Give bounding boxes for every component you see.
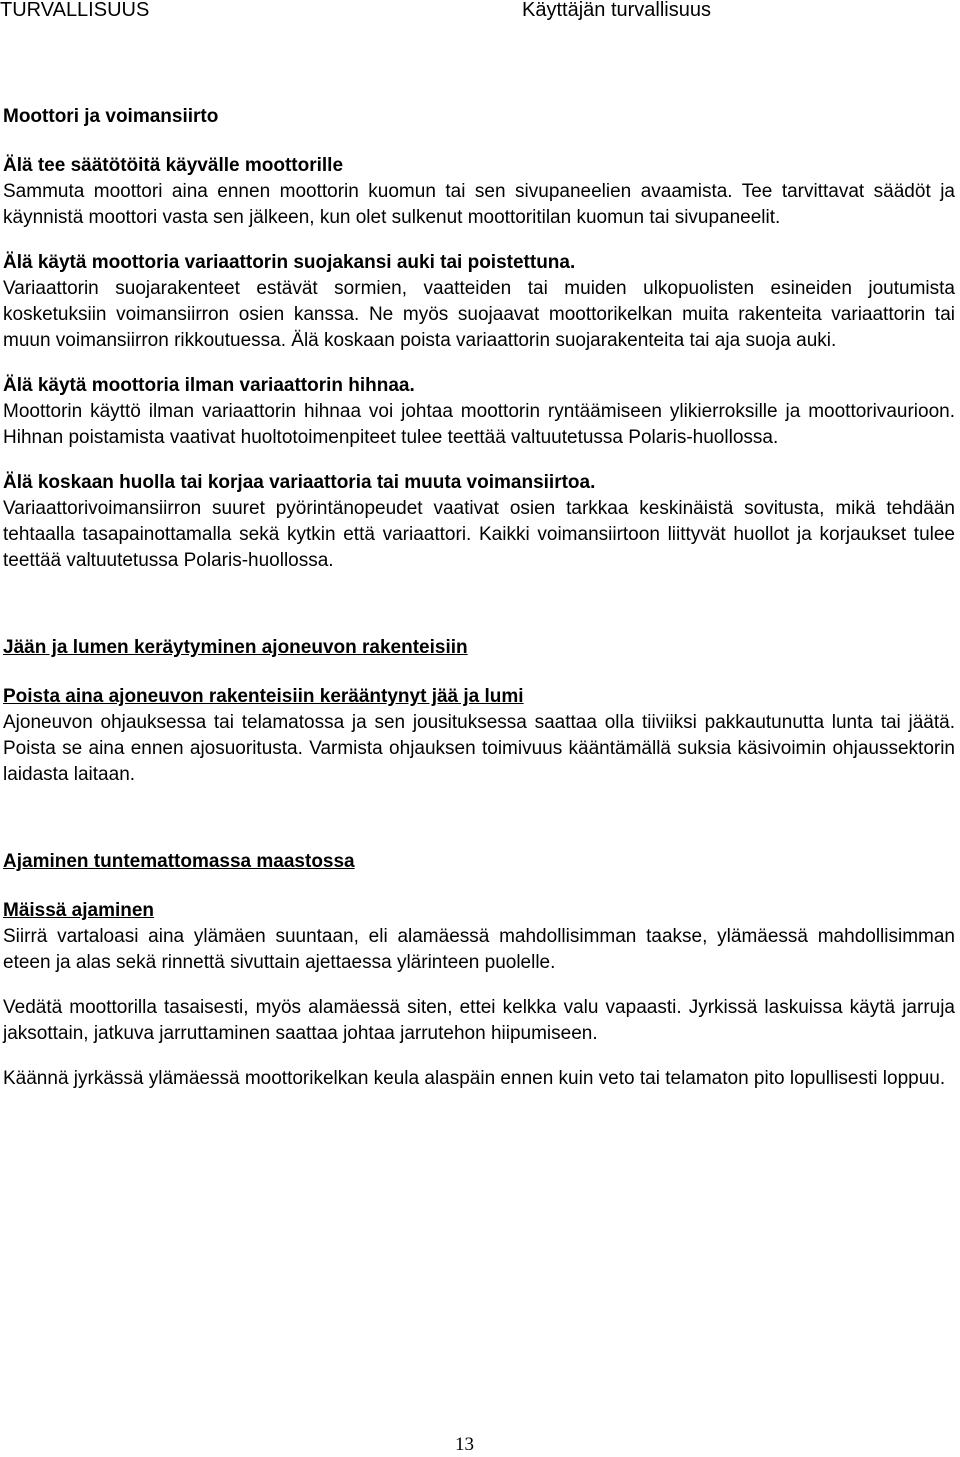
section-title: Ajaminen tuntemattomassa maastossa	[3, 851, 355, 872]
paragraph: Käännä jyrkässä ylämäessä moottorikelkan keula alaspäin ennen kuin veto tai telamaton pito lopullisesti loppuu.	[3, 1068, 946, 1089]
section-ice-snow	[3, 635, 955, 788]
document-body	[3, 104, 955, 1111]
section-title: Jään ja lumen keräytyminen ajoneuvon rakenteisiin	[3, 637, 468, 658]
safety-item	[3, 250, 955, 354]
safety-item	[3, 684, 955, 788]
item-body: Siirrä vartaloasi aina ylämäen suuntaan, eli alamäessä mahdollisimman taakse, ylämäessä mahdollisimman eteen ja alas sekä rinnettä sivuttain ajettaessa ylärinteen puolelle.	[3, 926, 955, 973]
item-body: Sammuta moottori aina ennen moottorin kuomun tai sen sivupaneelien avaamista. Tee tarvittavat säädöt ja käynnistä moottori vasta sen jälkeen, kun olet sulkenut moottoritilan kuomun tai sivupaneelit.	[3, 181, 955, 228]
item-heading: Mäissä ajaminen	[3, 900, 155, 921]
item-body: Variaattorivoimansiirron suuret pyörintänopeudet vaativat osien tarkkaa keskinäistä sovitusta, mikä tehdään tehtaalla tasapainottamalla sekä kytkin että variaattori. Kaikki voimansiirtoon liittyvät huollot ja korjaukset tulee teettää valtuutetussa Polaris-huollossa.	[3, 498, 955, 571]
item-heading: Älä käytä moottoria ilman variaattorin hihnaa.	[3, 375, 415, 396]
item-heading: Poista aina ajoneuvon rakenteisiin kerääntynyt jää ja lumi	[3, 686, 524, 707]
item-heading: Älä koskaan huolla tai korjaa variaattoria tai muuta voimansiirtoa.	[3, 472, 596, 493]
safety-item	[3, 898, 955, 976]
section-spacer	[3, 593, 955, 635]
item-body: Variaattorin suojarakenteet estävät sormien, vaatteiden tai muiden ulkopuolisten esineiden joutumista kosketuksiin voimansiirron osien kanssa. Ne myös suojaavat moottorikelkan muita rakenteita variaattorin tai muun voimansiirron rikkoutuessa. Älä koskaan poista variaattorin suojarakenteita tai aja suoja auki.	[3, 278, 955, 351]
section-title: Moottori ja voimansiirto	[3, 106, 219, 127]
safety-item	[3, 153, 955, 231]
section-unknown-terrain	[3, 849, 955, 1092]
section-engine-drivetrain	[3, 104, 955, 574]
header-section-label: TURVALLISUUS	[0, 0, 150, 21]
item-body: Moottorin käyttö ilman variaattorin hihnaa voi johtaa moottorin ryntäämiseen ylikierroksille ja moottorivaurioon. Hihnan poistamista vaativat huoltotoimenpiteet tulee teettää valtuutetussa Polaris-huollossa.	[3, 401, 955, 448]
item-heading: Älä käytä moottoria variaattorin suojakansi auki tai poistettuna.	[3, 252, 576, 273]
page-header	[0, 0, 960, 24]
header-chapter-label: Käyttäjän turvallisuus	[522, 0, 711, 21]
item-heading: Älä tee säätötöitä käyvälle moottorille	[3, 155, 344, 176]
safety-item	[3, 373, 955, 451]
page-number: 13	[455, 1434, 474, 1455]
safety-item	[3, 470, 955, 574]
paragraph: Vedätä moottorilla tasaisesti, myös alamäessä siten, ettei kelkka valu vapaasti. Jyrkissä laskuissa käytä jarruja jaksottain, jatkuva jarruttaminen saattaa johtaa jarrutehon hiipumiseen.	[3, 997, 955, 1044]
item-body: Ajoneuvon ohjauksessa tai telamatossa ja sen jousituksessa saattaa olla tiiviiksi pakkautunutta lunta tai jäätä. Poista se aina ennen ajosuoritusta. Varmista ohjauksen toimivuus kääntämällä suksia käsivoimin ohjaussektorin laidasta laitaan.	[3, 712, 955, 785]
section-spacer	[3, 807, 955, 849]
